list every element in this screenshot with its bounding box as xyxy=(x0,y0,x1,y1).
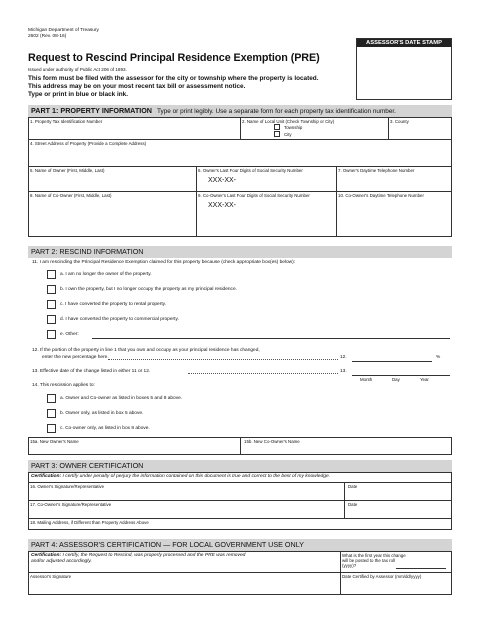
owner-ssn-label: 6. Owner's Last Four Digits of Social Security Number xyxy=(198,168,303,173)
first-year-question-2: will be posted to the tax roll xyxy=(342,558,395,563)
first-year-question-3: (yyyy)? xyxy=(342,563,357,568)
assessor-signature-field[interactable] xyxy=(30,580,338,594)
property-tax-id-label: 1. Property Tax Identification Number xyxy=(30,119,103,124)
new-owner-name-field[interactable] xyxy=(30,445,238,454)
street-address-label: 4. Street Address of Property (Provide a Complete Address) xyxy=(30,141,147,146)
form-number: 2602 (Rev. 08-16) xyxy=(28,34,67,39)
assessor-cert-body: I certify, the Request to Rescind, was properly processed and the PRE was removed xyxy=(62,553,246,558)
rescind-reason-d-label: d. I have converted the property to commercial property. xyxy=(60,317,179,322)
agency-name: Michigan Department of Treasury xyxy=(28,28,99,33)
ink-instruction: Type or print in blue or black ink. xyxy=(28,91,129,98)
coowner-name-field[interactable] xyxy=(30,199,194,235)
coowner-phone-label: 10. Co-Owner's Daytime Telephone Number xyxy=(338,193,424,198)
date-certified-label: Date Certified by Assessor (mm/dd/yyyy) xyxy=(342,574,422,579)
part2-header xyxy=(28,246,452,258)
rescind-reason-c-label: c. I have converted the property to rental property. xyxy=(60,302,167,307)
county-label: 3. County xyxy=(390,119,409,124)
q11-text: 11. I am rescinding the Principal Residence Exemption claimed for this property because (check appropriate box(es) below): xyxy=(32,260,296,265)
owner-phone-field[interactable] xyxy=(338,174,450,190)
mailing-address-label: 18. Mailing Address, if Different than Property Address Above xyxy=(30,520,149,525)
city-checkbox[interactable] xyxy=(274,131,280,137)
assessor-cert-body-2: and/or adjusted accordingly. xyxy=(31,559,92,564)
part3-header xyxy=(28,460,452,472)
rescind-reason-a-label: a. I am no longer the owner of the property. xyxy=(60,272,152,277)
coowner-ssn-field[interactable]: XXX-XX- xyxy=(208,202,237,209)
year-label: Year xyxy=(420,377,429,382)
rescind-reason-b-label: b. I own the property, but I no longer occupy the property as my principal residence. xyxy=(60,287,237,292)
applies-to-a-checkbox[interactable] xyxy=(47,394,56,403)
part3-heading: PART 3: OWNER CERTIFICATION xyxy=(31,461,144,470)
new-owner-name-label: 15a. New Owner's Name xyxy=(30,439,79,444)
applies-to-a-label: a. Owner and Co-owner as listed in boxes 5 and 8 above. xyxy=(60,396,183,401)
owner-ssn-field[interactable]: XXX-XX- xyxy=(208,177,237,184)
owner-certification-text xyxy=(31,474,330,480)
city-label: City xyxy=(284,132,292,137)
form-title: Request to Rescind Principal Residence Exemption (PRE) xyxy=(28,52,320,64)
owner-cert-label: Certification: xyxy=(31,474,62,479)
owner-signature-label: 16. Owner's Signature/Representative xyxy=(30,484,105,489)
new-coowner-name-label: 15b. New Co-Owner's Name xyxy=(244,439,300,444)
local-unit-label: 2. Name of Local Unit (Check Township or City) xyxy=(242,119,335,124)
owner-cert-body: I certify under penalty of perjury the information contained on this document is true and correct to the best of my knowledge. xyxy=(62,474,331,479)
coowner-signature-label: 17. Co-Owner's Signature/Representative xyxy=(30,502,112,507)
other-reason-field[interactable] xyxy=(92,338,450,339)
coowner-sign-date-field[interactable] xyxy=(348,508,450,517)
q13-text: 13. Effective date of the change listed in either 11 or 12. xyxy=(32,369,151,374)
rescind-reason-e-checkbox[interactable] xyxy=(47,330,56,339)
coowner-ssn-label: 9. Co-Owner's Last Four Digits of Social Security Number xyxy=(198,193,310,198)
applies-to-c-checkbox[interactable] xyxy=(47,424,56,433)
new-percentage-field[interactable] xyxy=(352,361,432,362)
coowner-signature-field[interactable] xyxy=(30,508,342,517)
owner-phone-label: 7. Owner's Daytime Telephone Number xyxy=(338,168,415,173)
township-label: Township xyxy=(284,125,303,130)
address-instruction: This address may be on your most recent tax bill or assessment notice. xyxy=(28,83,246,90)
effective-date-field[interactable] xyxy=(352,375,450,376)
mailing-address-field[interactable] xyxy=(30,525,450,529)
part4-heading: PART 4: ASSESSOR'S CERTIFICATION — FOR LOCAL GOVERNMENT USE ONLY xyxy=(31,540,304,549)
part4-header xyxy=(28,539,452,551)
part1-subheading: Type or print legibly. Use a separate form for each property tax identification number. xyxy=(157,108,396,115)
coowner-sign-date-label: Date xyxy=(348,502,358,507)
date-certified-field[interactable] xyxy=(342,580,450,594)
q12-line1: 12. If the portion of the property in line 1 that you own and occupy as your principal residence has changed, xyxy=(32,348,260,353)
owner-sign-date-label: Date xyxy=(348,484,358,489)
coowner-phone-field[interactable] xyxy=(338,199,450,235)
rescind-reason-b-checkbox[interactable] xyxy=(47,285,56,294)
applies-to-b-checkbox[interactable] xyxy=(47,409,56,418)
owner-name-label: 5. Name of Owner (First, Middle, Last) xyxy=(30,168,105,173)
part1-heading: PART 1: PROPERTY INFORMATION xyxy=(31,106,152,115)
authority-note: Issued under authority of Public Act 206 of 1893. xyxy=(28,67,127,72)
q13-number: 13. xyxy=(340,369,347,374)
owner-signature-field[interactable] xyxy=(30,490,342,499)
assessor-cert-label: Certification: xyxy=(31,553,62,558)
percent-sign: % xyxy=(436,355,441,360)
q12-number: 12. xyxy=(340,355,347,360)
assessor-signature-label: Assessor's Signature xyxy=(30,574,72,579)
street-address-field[interactable] xyxy=(30,147,450,165)
q12-line2: enter the new percentage here. xyxy=(42,355,109,360)
assessor-date-stamp-box xyxy=(356,38,452,100)
new-coowner-name-field[interactable] xyxy=(244,445,450,454)
rescind-reason-a-checkbox[interactable] xyxy=(47,270,56,279)
rescind-reason-c-checkbox[interactable] xyxy=(47,300,56,309)
q14-text: 14. This rescission applies to: xyxy=(32,383,95,388)
part1-header xyxy=(28,105,452,117)
coowner-name-label: 8. Name of Co-Owner (First, Middle, Last) xyxy=(30,193,112,198)
day-label: Day xyxy=(392,377,400,382)
part2-heading: PART 2: RESCIND INFORMATION xyxy=(31,247,144,256)
owner-sign-date-field[interactable] xyxy=(348,490,450,499)
filing-instruction: This form must be filed with the assessor for the city or township where the property is located. xyxy=(28,75,319,82)
applies-to-b-label: b. Owner only, as listed in box 5 above. xyxy=(60,411,144,416)
first-year-field[interactable] xyxy=(396,568,446,569)
rescind-reason-e-label: e. Other: xyxy=(60,332,79,337)
property-tax-id-field[interactable] xyxy=(30,125,238,138)
stamp-label: ASSESSOR'S DATE STAMP xyxy=(357,39,451,47)
month-label: Month xyxy=(360,377,373,382)
county-field[interactable] xyxy=(390,125,450,138)
first-year-question-1: What is the first year this change xyxy=(342,553,406,558)
rescind-reason-d-checkbox[interactable] xyxy=(47,315,56,324)
applies-to-c-label: c. Co-owner only, as listed in box 8 above. xyxy=(60,426,150,431)
township-checkbox[interactable] xyxy=(274,124,280,130)
owner-name-field[interactable] xyxy=(30,174,194,190)
